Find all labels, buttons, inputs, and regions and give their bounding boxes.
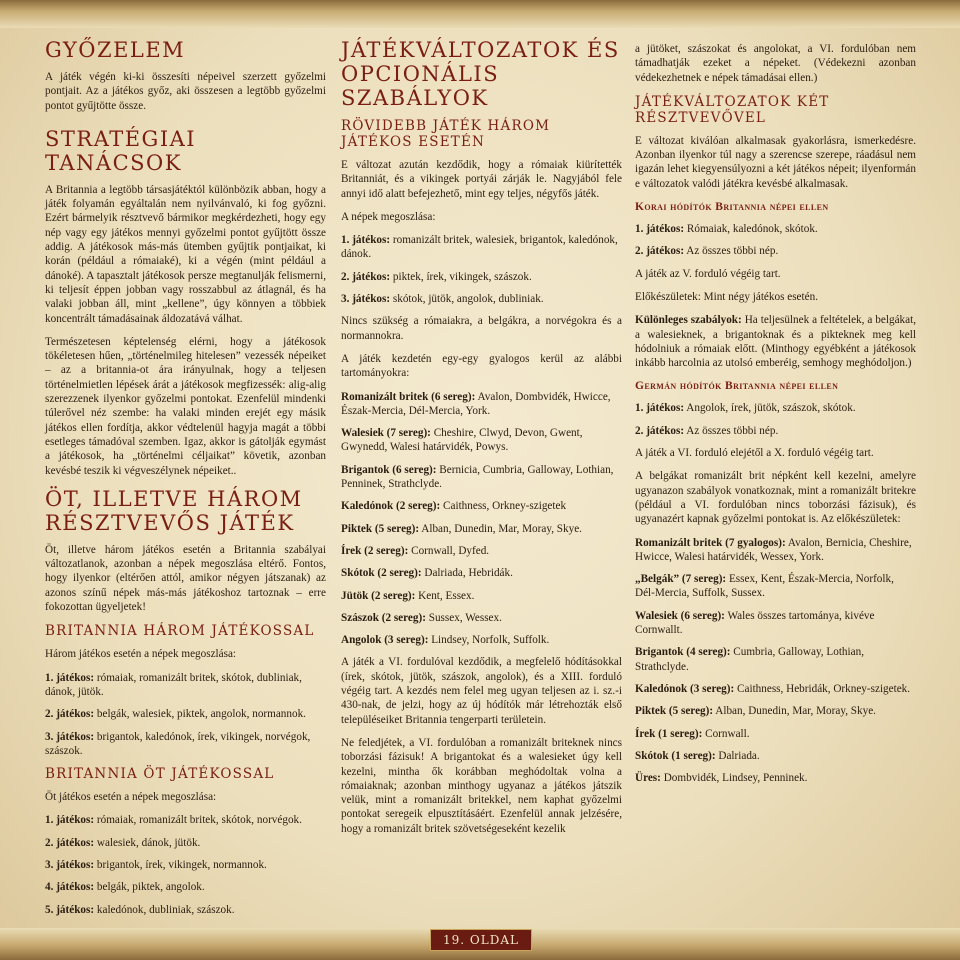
list-item (635, 222, 916, 236)
army-label: Skótok (1 sereg): (635, 749, 716, 762)
list-item (635, 401, 916, 415)
paragraph-gyozelem: A játék végén ki-ki összesíti népeivel szerzett győzelmi pontjait. Az a játékos győz, aki összesen a legtöbb győzelmi pontot gyűjtötte össze. (45, 71, 326, 112)
heading-german-hoditok: Germán hódítók Britannia népei ellen (635, 380, 839, 393)
list-item (635, 244, 916, 258)
paragraph-ot-intro: Öt játékos esetén a népek megoszlása: (45, 791, 217, 804)
list-item (45, 707, 326, 721)
player-label: 5. játékos: (45, 903, 95, 916)
player-peoples: piktek, írek, vikingek, szászok. (390, 270, 532, 283)
list-item (635, 749, 916, 763)
player-label: 2. játékos: (635, 424, 685, 437)
list-item (341, 522, 622, 536)
army-provinces: Caithness, Orkney-szigetek (440, 500, 567, 513)
army-provinces: Cornwall. (702, 727, 750, 740)
army-provinces: Caithness, Hebridák, Orkney-szigetek. (734, 682, 911, 695)
army-label: Walesiek (7 sereg): (341, 427, 431, 440)
heading-korai-hoditok: Korai hódítók Britannia népei ellen (635, 201, 829, 214)
player-peoples: brigantok, írek, vikingek, normannok. (94, 858, 267, 871)
paragraph-ot-harom: Öt, illetve három játékos esetén a Britannia szabályai változatlanok, azonban a népek megoszlása eltérő. Fontos, hogy ilyenkor (eltérően attól, amikor négyen játszanak) az azonos színű népek más-más játékoshoz tartoznak – erre fokozottan ügyeljetek! (45, 543, 326, 614)
army-label: Brigantok (4 sereg): (635, 646, 731, 659)
army-provinces: Kent, Essex. (415, 589, 475, 602)
player-peoples: belgák, walesiek, piktek, angolok, normannok. (94, 708, 306, 721)
heading-ot-jatekossal: BRITANNIA ÖT JÁTÉKOSSAL (45, 766, 275, 783)
paragraph-korai-special (635, 313, 916, 370)
army-provinces: Wales összes tartománya, kivéve Cornwallt. (635, 609, 875, 637)
top-border (0, 0, 960, 28)
player-peoples: Az összes többi nép. (684, 245, 779, 258)
paragraph-german-2: A belgákat romanizált brit népként kell kezelni, amelyre ugyanazon szabályok vonatkoznak, mint a romanizált britekre (például a VI. fordulóban nincs toborzási fázisuk), és ugyanazért kapnak győzelmi pontokat is. Az előkészületek: (635, 470, 916, 526)
player-label: 1. játékos: (635, 223, 685, 236)
list-item (635, 645, 916, 674)
list-item (341, 270, 622, 284)
column-1 (45, 38, 326, 925)
list-item (635, 682, 916, 696)
player-label: 3. játékos: (45, 730, 95, 743)
army-provinces: Alban, Dunedin, Mar, Moray, Skye. (713, 705, 876, 718)
army-label: Walesiek (6 sereg): (635, 609, 725, 622)
list-item (635, 727, 916, 741)
list-item (341, 233, 622, 262)
special-rules-label: Különleges szabályok: (635, 314, 742, 327)
list-item (341, 611, 622, 625)
paragraph-strategia-2: Természetesen képtelenség elérni, hogy a játékosok tökéletesen hűen, „történelmileg hitelesen” vezessék népeiket – az a britannia-ot ára irányulnak, hogy a teljesen történelmietlen lépések árát a játékosok megfizessék: alig-alig szerezzenek ilyenkor győzelmi pontokat. Ezenfelül mindenki túlerővel néz szembe: ha valaki minden erejét egy másik játékos ellen fordítja, akkor védtelenül hagyja magát a többi esetleges támadóval szemben. Igaz, akkor is gátolják egymást a játékosok, ha „történelmi céljaikat” követik, azonban kevésbé teszik ki végveszélynek népeiket.. (45, 335, 326, 477)
list-item (45, 880, 326, 894)
army-provinces: Dombvidék, Lindsey, Penninek. (660, 772, 808, 785)
heading-harom-jatekossal: BRITANNIA HÁROM JÁTÉKOSSAL (45, 623, 315, 640)
army-provinces: Avalon, Bernicia, Cheshire, Hwicce, Walesi határvidék, Wessex, York. (635, 536, 912, 563)
player-peoples: Angolok, írek, jütök, szászok, skótok. (684, 402, 856, 415)
army-provinces: Cheshire, Clwyd, Devon, Gwent, Gwynedd, Walesi határvidék, Powys. (341, 427, 583, 454)
army-label: Piktek (5 sereg): (635, 705, 714, 718)
paragraph-rovidebb-2: A népek megoszlása: (341, 210, 436, 223)
heading-gyozelem: GYŐZELEM (45, 38, 186, 62)
paragraph-rovidebb-6: Ne feledjétek, a VI. fordulóban a romanizált briteknek nincs toborzási fázisuk! A brigantokat és a walesieket úgy kell kezelni, mintha ők korábban meghódoltak volna a rómaiaknak; azonban minthogy ugyanaz a játékos játszik velük, mint a romanizált britekkel, nem kaphat győzelmi pontokat seregeik elpusztításáért. Ezenfelül annak jelzésére, hogy a romanizált britek szövetségeseként kezelik (341, 736, 622, 835)
army-provinces: Essex, Kent, Észak-Mercia, Norfolk, Dél-Mercia, Suffolk, Sussex. (635, 573, 894, 600)
list-item (45, 730, 326, 759)
list-item (635, 609, 916, 638)
army-provinces: Alban, Dunedin, Mar, Moray, Skye. (419, 522, 582, 535)
army-label: Kaledónok (3 sereg): (635, 682, 735, 695)
army-label: Brigantok (6 sereg): (341, 463, 437, 476)
player-label: 2. játékos: (635, 245, 685, 258)
list-item (45, 836, 326, 850)
army-label: Romanizált britek (6 sereg): (341, 390, 476, 403)
list-item (341, 390, 622, 419)
list-item (45, 813, 326, 827)
list-item (341, 426, 622, 455)
player-label: 3. játékos: (341, 293, 391, 306)
army-label: Írek (2 sereg): (341, 544, 409, 557)
player-label: 1. játékos: (635, 402, 685, 415)
player-label: 4. játékos: (45, 881, 95, 894)
player-peoples: Rómaiak, kaledónok, skótok. (684, 223, 818, 236)
army-label: Angolok (3 sereg): (341, 634, 429, 647)
army-provinces: Cumbria, Galloway, Lothian, Strathclyde. (635, 646, 864, 673)
list-item (45, 858, 326, 872)
player-peoples: belgák, piktek, angolok. (94, 881, 205, 894)
player-peoples: walesiek, dánok, jütök. (94, 836, 201, 849)
army-label: „Belgák” (7 sereg): (635, 573, 727, 586)
player-label: 1. játékos: (341, 234, 391, 247)
player-peoples: kaledónok, dubliniak, szászok. (94, 903, 235, 916)
player-label: 2. játékos: (45, 708, 95, 721)
list-item (341, 463, 622, 492)
player-label: 2. játékos: (45, 836, 95, 849)
list-item (635, 704, 916, 718)
paragraph-ket: E változat kiválóan alkalmasak gyakorlásra, ismerkedésre. Azonban ilyenkor túl nagy a szerencse szerepe, ráadásul nem igazán lehet kiegyensúlyozni a két játékos népeit; ilyenformán e változatok valódi játékra kevésbé alkalmasak. (635, 134, 916, 190)
list-item (341, 633, 622, 647)
player-label: 2. játékos: (341, 270, 391, 283)
player-label: 1. játékos: (45, 814, 95, 827)
player-label: 3. játékos: (45, 858, 95, 871)
list-item (45, 671, 326, 700)
paragraph-rovidebb-5: A játék a VI. fordulóval kezdődik, a megfelelő hódításokkal (írek, skótok, jütök, szászok, angolok), és a XIII. forduló végéig tart. A kezdés nem felel meg ugyan teljesen az i. sz.-i 430-nak, de jelzi, hogy az új hódítók már létrehozták első településeiket Britannia tengerparti területein. (341, 656, 622, 726)
paragraph-german-1: A játék a VI. forduló elejétől a X. forduló végéig tart. (635, 447, 874, 460)
list-item (341, 544, 622, 558)
paragraph-korai-1: A játék az V. forduló végéig tart. (635, 267, 781, 280)
army-label: Piktek (5 sereg): (341, 522, 420, 535)
player-peoples: rómaiak, romanizált britek, skótok, norvégok. (94, 814, 302, 827)
paragraph-rovidebb-4: A játék kezdetén egy-egy gyalogos kerül az alábbi tartományokra: (341, 352, 622, 380)
army-label: Romanizált britek (7 gyalogos): (635, 536, 786, 549)
column-3 (635, 42, 916, 793)
list-item (635, 572, 916, 601)
heading-rovidebb-jatek: RÖVIDEBB JÁTÉK HÁROM JÁTÉKOS ESETÉN (341, 118, 551, 150)
army-label: Jütök (2 sereg): (341, 589, 416, 602)
army-label: Üres: (635, 772, 661, 785)
player-peoples: skótok, jütök, angolok, dubliniak. (390, 293, 544, 306)
army-provinces: Sussex, Wessex. (425, 611, 502, 624)
army-provinces: Dalriada, Hebridák. (421, 567, 513, 580)
army-label: Skótok (2 sereg): (341, 567, 422, 580)
paragraph-korai-2: Előkészületek: Mint négy játékos esetén. (635, 290, 818, 303)
paragraph-strategia-1: A Britannia a legtöbb társasjátéktól különbözik abban, hogy a játék folyamán egyáltalán nem nyilvánvaló, ki fog győzni. Ezért bármelyik résztvevő bármikor megkérdezheti, hogy egy nép vagy egy játékos mennyi győzelmi pontot gyűjtött össze addig. A játékosok más-más ütemben gyűjtik pontjaikat, ki korán (például a rómaiaké), ki a végén (mint például a dánoké). A tapasztalt játékosok persze megtanulják felismerni, ki teljesít éppen jobban vagy rosszabbul az átlagnál, és ha valaki jobban áll, mint „kellene”, úgy könnyen a többiek koncentrált támadásainak áldozatává válhat. (45, 183, 326, 325)
army-label: Írek (1 sereg): (635, 727, 703, 740)
list-item (341, 589, 622, 603)
player-peoples: brigantok, kaledónok, írek, vikingek, norvégok, szászok. (45, 730, 311, 757)
list-item (341, 499, 622, 513)
list-item (45, 903, 326, 917)
page-number: 19. OLDAL (430, 929, 532, 951)
army-provinces: Cornwall, Dyfed. (408, 544, 490, 557)
player-label: 1. játékos: (45, 671, 95, 684)
army-label: Kaledónok (2 sereg): (341, 500, 441, 513)
special-rules-text: Ha teljesülnek a feltételek, a belgákat, a walesieknek, a brigantoknak és a pikteknek meg kell hódolniuk a rómaiak előtt. (Minthogy egyébként a játékosok inkább harcolnia az utolsó emberéig, semhogy meghódoljon.) (635, 314, 917, 370)
army-provinces: Dalriada. (715, 749, 760, 762)
heading-ot-harom-resztvevo: ÖT, ILLETVE HÁROM RÉSZTVEVŐS JÁTÉK (45, 486, 303, 535)
paragraph-rovidebb-3: Nincs szükség a rómaiakra, a belgákra, a norvégokra és a normannokra. (341, 315, 622, 342)
list-item (635, 424, 916, 438)
paragraph-continued: a jütöket, szászokat és angolokat, a VI. fordulóban nem támadhatják ezeket a népeket. (Védekezni azonban védekezhetnek e népek támadásai ellen.) (635, 43, 916, 84)
list-item (635, 536, 916, 565)
heading-strategiai-tanacsok: STRATÉGIAI TANÁCSOK (45, 126, 197, 175)
paragraph-harom-intro: Három játékos esetén a népek megoszlása: (45, 648, 237, 661)
heading-ket-resztvevo: JÁTÉKVÁLTOZATOK KÉT RÉSZTVEVŐVEL (635, 93, 830, 126)
player-peoples: romanizált britek, walesiek, brigantok, kaledónok, dánok. (341, 234, 618, 261)
list-item (635, 771, 916, 785)
army-provinces: Bernicia, Cumbria, Galloway, Lothian, Penninek, Strathclyde. (341, 463, 614, 491)
player-peoples: rómaiak, romanizált britek, skótok, dubliniak, dánok, jütök. (45, 671, 302, 698)
heading-jatekvaltozatok: JÁTÉKVÁLTOZATOK ÉS OPCIONÁLIS SZABÁLYOK (341, 38, 620, 110)
list-item (341, 292, 622, 306)
paragraph-rovidebb-1: E változat azután kezdődik, hogy a rómaiak kiürítették Britanniát, és a vikingek portyái zárják le. Nagyjából fele annyi idő alatt befejezhető, mint egy teljes, négyfős játék. (341, 159, 622, 200)
list-item (341, 566, 622, 580)
column-2 (341, 38, 622, 845)
army-label: Szászok (2 sereg): (341, 611, 426, 624)
army-provinces: Avalon, Dombvidék, Hwicce, Észak-Mercia, Dél-Mercia, York. (341, 390, 611, 417)
army-provinces: Lindsey, Norfolk, Suffolk. (428, 634, 550, 647)
player-peoples: Az összes többi nép. (684, 424, 779, 437)
